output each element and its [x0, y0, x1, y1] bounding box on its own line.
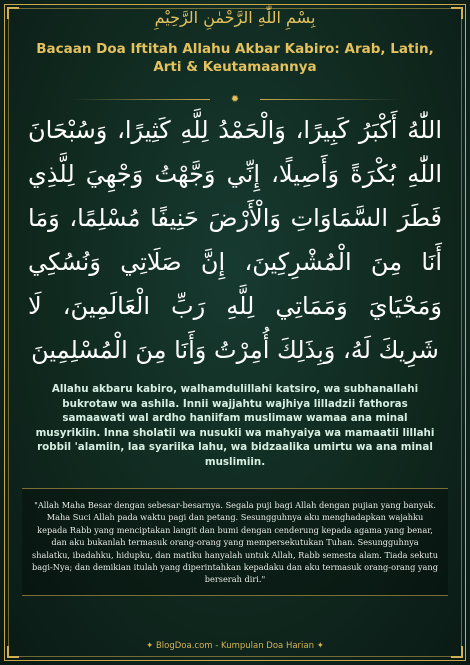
translation-panel — [22, 488, 448, 596]
star-icon: ✦ — [146, 641, 154, 651]
bismillah-heading: بِسْمِ اللّٰهِ الرَّحْمٰنِ الرَّحِيْمِ — [154, 8, 316, 27]
latin-transliteration: Allahu akbaru kabiro, walhamdulillahi katsiro, wa subhanallahi bukrotaw wa ashila. Innii wajjahtu wajhiya lilladzii fathoras samaawati wal ardho haniifam muslimaw wamaa ana minal musyrikiin. Inna sholatii wa nusukii wa mahyaiya wa mamaatii lillahi robbil 'alamiin, laa syariika lahu, wa bidzaalika umirtu wa ana minal muslimiin. — [35, 383, 435, 468]
page-title: Bacaan Doa Iftitah Allahu Akbar Kabiro: Arab, Latin, Arti & Keutamaannya — [36, 41, 434, 75]
divider-line — [70, 99, 210, 100]
footer-text: BlogDoa.com - Kumpulan Doa Harian — [155, 641, 315, 651]
footer-credit — [0, 641, 470, 651]
arabic-prayer-text: اللّٰهُ أَكْبَرُ كَبِيرًا، وَالْحَمْدُ لِلَّهِ كَثِيرًا، وَسُبْحَانَ اللّٰهِ بُكْرَةً وَأَصِيلًا، إِنِّي وَجَّهْتُ وَجْهِيَ لِلَّذِي فَطَرَ السَّمَاوَاتِ وَالْأَرْضَ حَنِيفًا مُسْلِمًا، وَمَا أَنَا مِنَ الْمُشْرِكِينَ، إِنَّ صَلَاتِي وَنُسُكِي وَمَحْيَايَ وَمَمَاتِي لِلَّهِ رَبِّ الْعَالَمِينَ، لَا شَرِيكَ لَهُ، وَبِذَلِكَ أُمِرْتُ وَأَنَا مِنَ الْمُسْلِمِينَ — [28, 116, 442, 364]
ornament-divider — [70, 96, 400, 104]
flower-ornament-icon: ✹ — [230, 94, 240, 105]
divider-line — [260, 99, 400, 100]
star-icon: ✦ — [316, 641, 324, 651]
translation-text: "Allah Maha Besar dengan sebesar-besarnya. Segala puji bagi Allah dengan pujian yang banyak. Maha Suci Allah pada waktu pagi dan petang. Sesungguhnya aku menghadapkan wajahku kepada Rabb yang menciptakan langit dan bumi dengan cenderung kepada agama yang benar, dan aku bukanlah termasuk orang-orang yang mempersekutukan Tuhan. Sesungguhnya shalatku, ibadahku, hidupku, dan matiku hanyalah untuk Allah, Rabb semesta alam. Tiada sekutu bagi-Nya; dan demikian itulah yang diperintahkan kepadaku dan aku termasuk orang-orang yang berserah diri." — [32, 500, 438, 585]
